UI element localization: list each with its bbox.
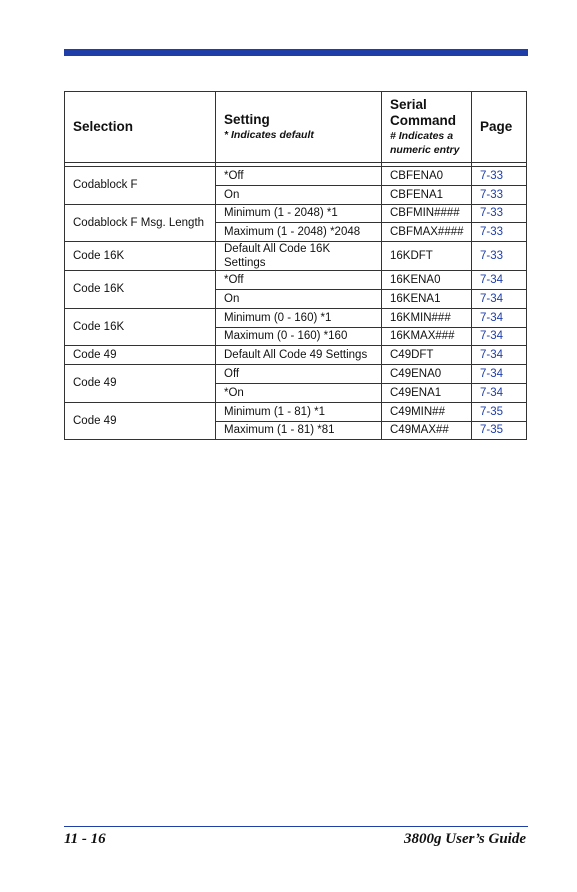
table-row xyxy=(65,308,527,327)
cell-page-link[interactable]: 7-33 xyxy=(472,242,527,271)
table-header-row xyxy=(65,92,527,163)
cell-serial-command: CBFENA0 xyxy=(382,167,472,186)
table-row xyxy=(65,167,527,186)
cell-setting: On xyxy=(216,185,382,204)
header-selection-label: Selection xyxy=(73,119,134,134)
header-serial-note: # Indicates a numeric entry xyxy=(390,130,460,156)
cell-page-link[interactable]: 7-34 xyxy=(472,271,527,290)
cell-selection: Code 49 xyxy=(65,402,216,440)
cell-page-link[interactable]: 7-34 xyxy=(472,365,527,384)
table-row xyxy=(65,402,527,421)
serial-command-table xyxy=(64,91,527,440)
cell-page-link[interactable]: 7-33 xyxy=(472,185,527,204)
header-selection xyxy=(65,92,216,163)
cell-page-link[interactable]: 7-33 xyxy=(472,204,527,223)
cell-setting: *Off xyxy=(216,271,382,290)
table-row xyxy=(65,204,527,223)
cell-page-link[interactable]: 7-34 xyxy=(472,289,527,308)
cell-setting: Maximum (0 - 160) *160 xyxy=(216,327,382,346)
cell-setting: On xyxy=(216,289,382,308)
cell-serial-command: 16KMAX### xyxy=(382,327,472,346)
cell-setting: Minimum (1 - 2048) *1 xyxy=(216,204,382,223)
table-body xyxy=(65,163,527,440)
cell-page-link[interactable]: 7-34 xyxy=(472,308,527,327)
cell-page-link[interactable]: 7-35 xyxy=(472,402,527,421)
header-serial-label: Serial Command xyxy=(390,97,457,128)
cell-serial-command: 16KDFT xyxy=(382,242,472,271)
cell-setting: Maximum (1 - 81) *81 xyxy=(216,421,382,440)
table-row xyxy=(65,365,527,384)
header-page xyxy=(472,92,527,163)
cell-selection: Code 16K xyxy=(65,242,216,271)
cell-page-link[interactable]: 7-34 xyxy=(472,346,527,365)
cell-page-link[interactable]: 7-33 xyxy=(472,167,527,186)
cell-serial-command: 16KENA1 xyxy=(382,289,472,308)
cell-serial-command: C49MIN## xyxy=(382,402,472,421)
cell-serial-command: 16KMIN### xyxy=(382,308,472,327)
cell-page-link[interactable]: 7-34 xyxy=(472,327,527,346)
cell-serial-command: CBFMAX#### xyxy=(382,223,472,242)
guide-title: 3800g User’s Guide xyxy=(404,831,526,847)
header-page-label: Page xyxy=(480,119,513,134)
cell-serial-command: 16KENA0 xyxy=(382,271,472,290)
cell-selection: Codablock F Msg. Length xyxy=(65,204,216,242)
footer-rule xyxy=(64,826,528,827)
cell-setting: Maximum (1 - 2048) *2048 xyxy=(216,223,382,242)
cell-page-link[interactable]: 7-34 xyxy=(472,383,527,402)
cell-serial-command: C49DFT xyxy=(382,346,472,365)
header-setting xyxy=(216,92,382,163)
cell-setting: *Off xyxy=(216,167,382,186)
cell-setting: Minimum (0 - 160) *1 xyxy=(216,308,382,327)
cell-setting: Minimum (1 - 81) *1 xyxy=(216,402,382,421)
cell-serial-command: C49ENA0 xyxy=(382,365,472,384)
cell-selection: Code 49 xyxy=(65,346,216,365)
cell-page-link[interactable]: 7-33 xyxy=(472,223,527,242)
table-row xyxy=(65,271,527,290)
cell-selection: Code 16K xyxy=(65,271,216,309)
cell-setting: Default All Code 49 Settings xyxy=(216,346,382,365)
header-setting-label: Setting xyxy=(224,112,270,127)
page-number: 11 - 16 xyxy=(64,831,106,847)
header-rule xyxy=(64,49,528,56)
cell-selection: Code 16K xyxy=(65,308,216,346)
cell-serial-command: CBFMIN#### xyxy=(382,204,472,223)
header-setting-note: * Indicates default xyxy=(224,129,314,141)
cell-selection: Code 49 xyxy=(65,365,216,403)
cell-page-link[interactable]: 7-35 xyxy=(472,421,527,440)
cell-serial-command: CBFENA1 xyxy=(382,185,472,204)
header-serial-command xyxy=(382,92,472,163)
table-row xyxy=(65,346,527,365)
cell-serial-command: C49ENA1 xyxy=(382,383,472,402)
cell-selection: Codablock F xyxy=(65,167,216,205)
cell-serial-command: C49MAX## xyxy=(382,421,472,440)
serial-command-table-wrapper xyxy=(64,91,526,440)
cell-setting: Off xyxy=(216,365,382,384)
table-header xyxy=(65,92,527,163)
table-row xyxy=(65,242,527,271)
cell-setting: *On xyxy=(216,383,382,402)
cell-setting: Default All Code 16K Settings xyxy=(216,242,382,271)
